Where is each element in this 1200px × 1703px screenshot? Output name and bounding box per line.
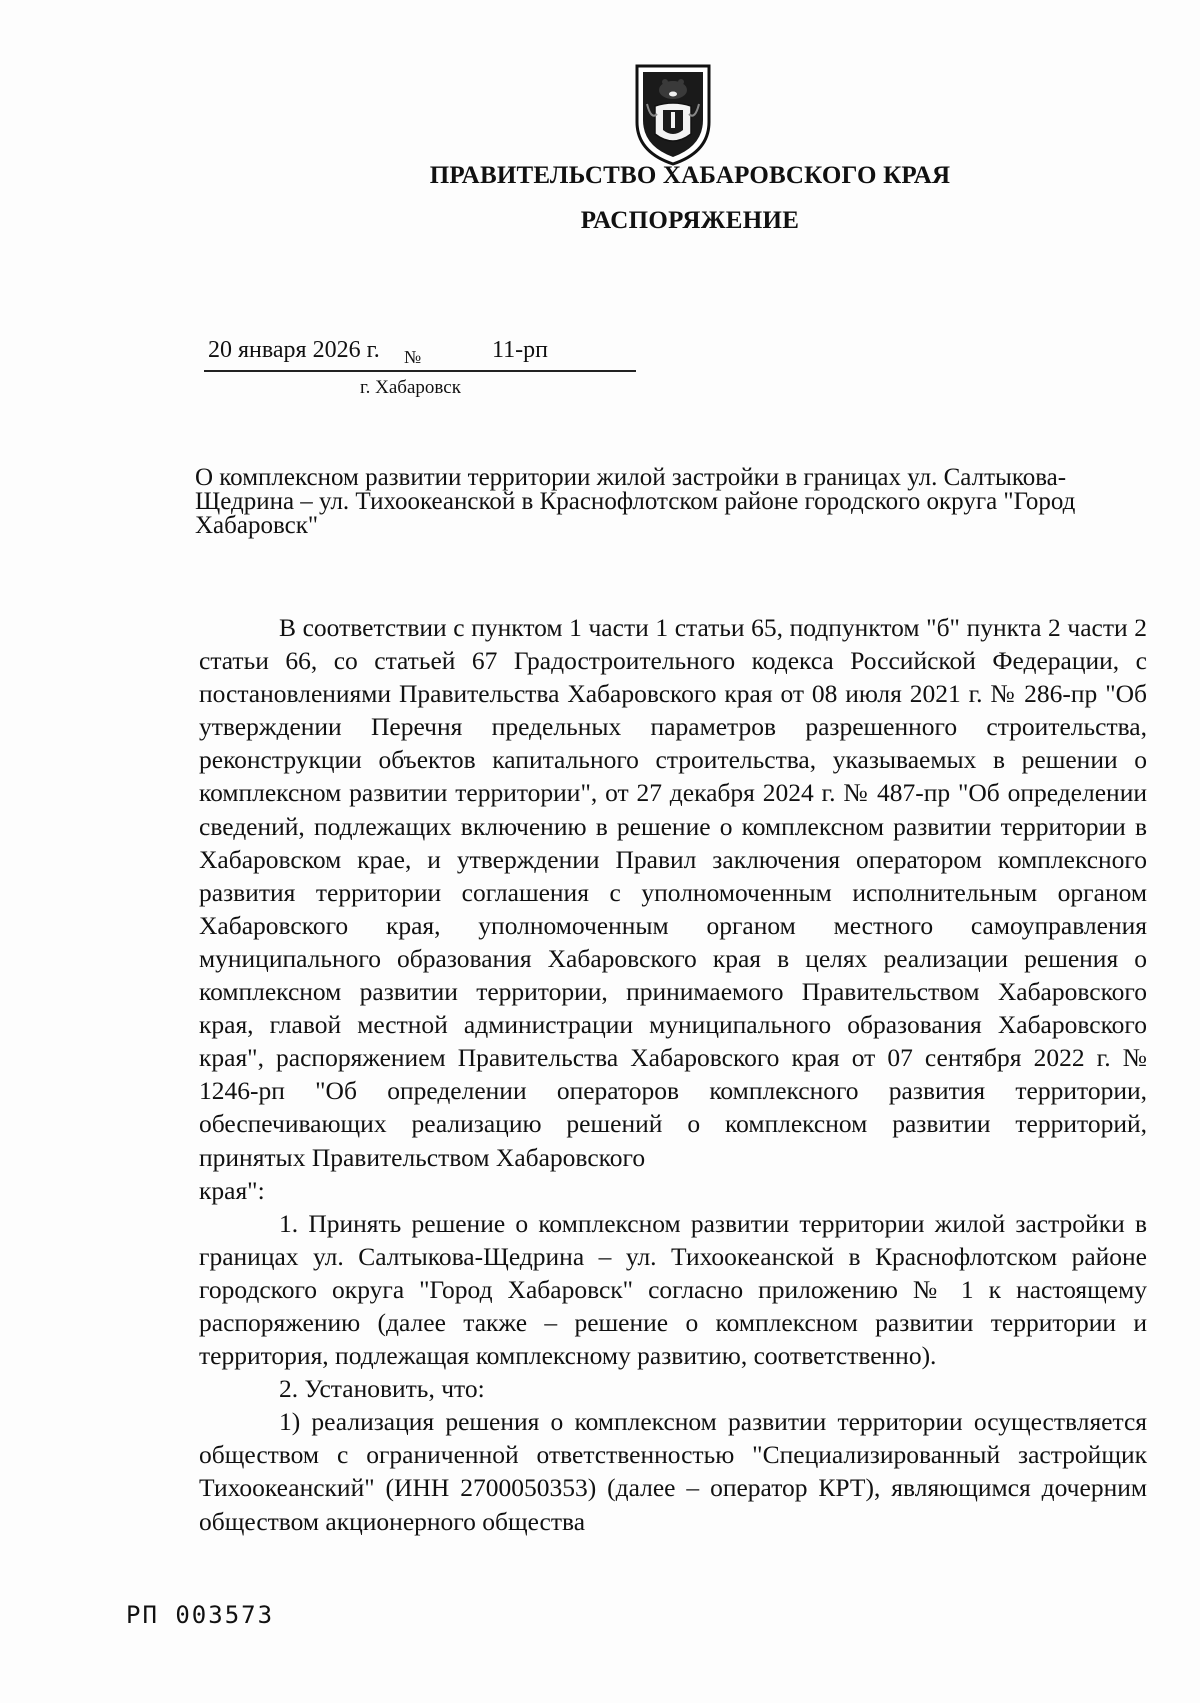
preamble-paragraph: В соответствии с пунктом 1 части 1 статьи 65, подпунктом "б" пункта 2 части 2 статьи 66, со статьей 67 Градостроительного кодекса Российской Федерации, с постановлениями Правительства Хабаровского края от 08 июля 2021 г. № 286-пр "Об утверждении Перечня предельных параметров разрешенного строительства, реконструкции объектов капитального строительства, указываемых в решении о комплексном развитии территории", от 27 декабря 2024 г. № 487-пр "Об определении сведений, подлежащих включению в решение о комплексном развитии территории в Хабаровском крае, и утверждении Правил заключения оператором комплексного развития территории соглашения с уполномоченным исполнительным органом Хабаровского края, уполномоченным органом местного самоуправления муниципального образования Хабаровского края в целях реализации решения о комплексном развитии территории, принимаемого Правительством Хабаровского края, главой местной администрации муниципального образования Хабаровского края", распоряжением Правительства Хабаровского края от 07 сентября 2022 г. № 1246-рп "Об определении операторов комплексного развития территории, обеспечивающих реализацию решений о комплексном развитии территорий, принятых Правительством Хабаровского	[199, 613, 1147, 1172]
document-subject: О комплексном развитии территории жилой застройки в границах ул. Салтыкова-Щедрина – ул. Тихоокеанской в Краснофлотском районе городского округа "Город Хабаровск"	[195, 464, 1076, 539]
government-title: ПРАВИТЕЛЬСТВО ХАБАРОВСКОГО КРАЯ	[429, 162, 951, 189]
registration-date: 20 января 2026 г.	[208, 337, 380, 363]
preamble-ending: края":	[199, 1175, 265, 1205]
khabarovsk-coat-of-arms-icon	[631, 60, 715, 168]
registration-number: 11-рп	[492, 337, 548, 363]
form-serial-number: РП 003573	[126, 1601, 275, 1629]
document-kind-title: РАСПОРЯЖЕНИЕ	[580, 207, 800, 234]
registration-number-label: №	[404, 347, 422, 367]
clause-2-1-paragraph: 1) реализация решения о комплексном развитии территории осуществляется обществом с ограниченной ответственностью "Специализированный застройщик Тихоокеанский" (ИНН 2700050353) (далее – оператор КРТ), являющимся дочерним обществом акционерного общества	[199, 1407, 1147, 1536]
registration-city: г. Хабаровск	[360, 377, 461, 398]
clause-2-paragraph: 2. Установить, что:	[279, 1374, 485, 1404]
registration-underline	[204, 370, 636, 372]
document-body	[199, 611, 1147, 1538]
clause-1-paragraph: 1. Принять решение о комплексном развитии территории жилой застройки в границах ул. Салтыкова-Щедрина – ул. Тихоокеанской в Краснофлотском районе городского округа "Город Хабаровск" согласно приложению № 1 к настоящему распоряжению (далее также – решение о комплексном развитии территории и территория, подлежащая комплексному развитию, соответственно).	[199, 1208, 1147, 1371]
